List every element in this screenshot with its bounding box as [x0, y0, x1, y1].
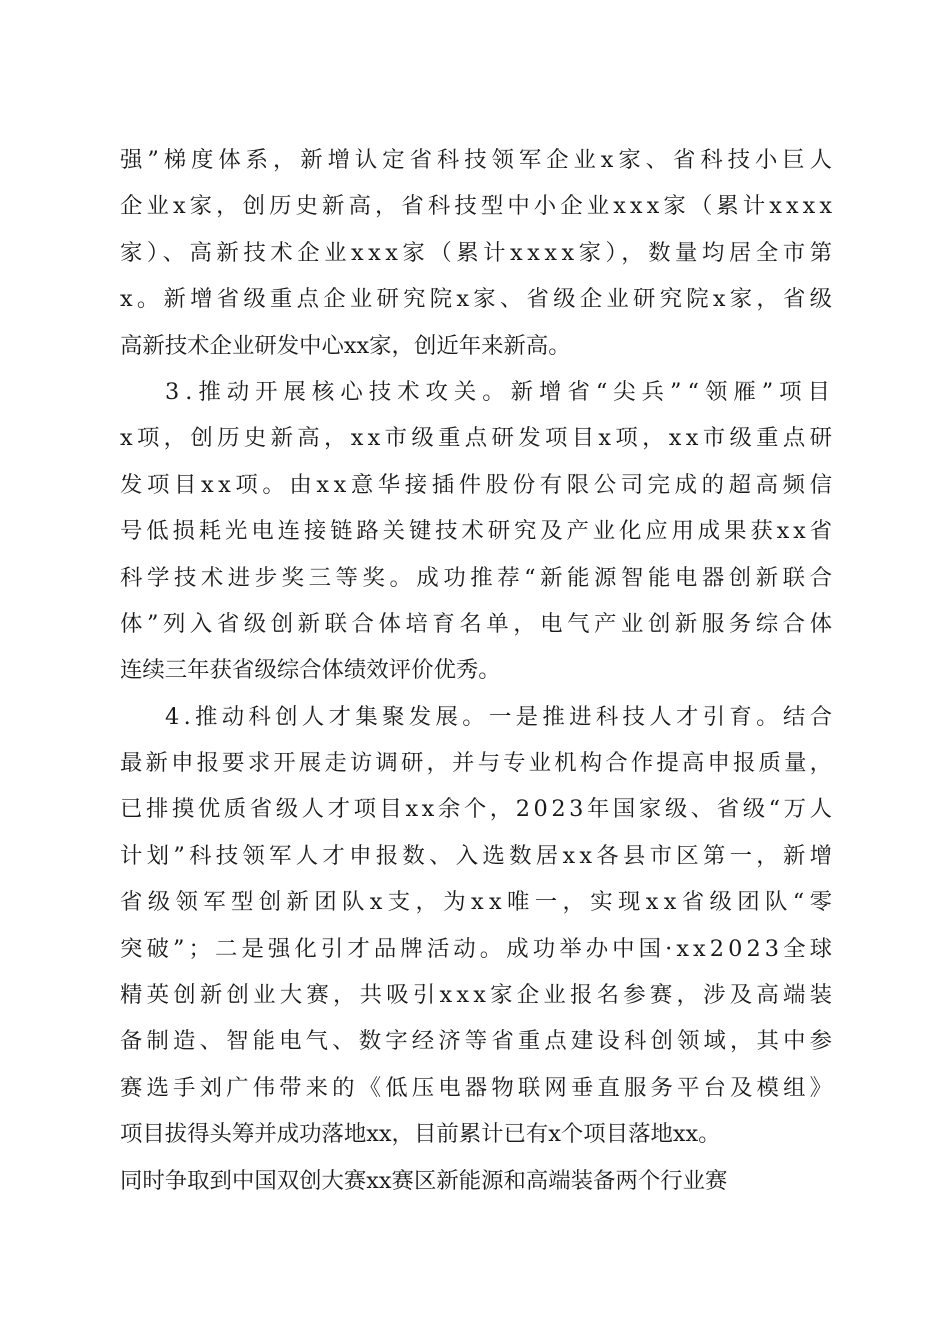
text-line: 突破”；二是强化引才品牌活动。成功举办中国·xx2023全球 — [120, 935, 837, 962]
paragraph-heading-3: 3.推动开展核心技术攻关。新增省“尖兵”“领雁”项目 — [165, 378, 836, 405]
text-line: 省级领军型创新团队x支，为xx唯一，实现xx省级团队“零 — [120, 889, 838, 916]
text-line: 赛选手刘广伟带来的《低压电器物联网垂直服务平台及模组》 — [120, 1074, 837, 1101]
text-line: x项，创历史新高，xx市级重点研发项目x项，xx市级重点研 — [120, 425, 837, 452]
text-line: 连续三年获省级综合体绩效评价优秀。 — [120, 657, 501, 684]
text-line: 计划”科技领军人才申报数、入选数居xx各县市区第一，新增 — [120, 842, 837, 869]
text-line: 项目拔得头筹并成功落地xx，目前累计已有x个项目落地xx。 — [120, 1121, 721, 1148]
text-line: 体”列入省级创新联合体培育名单，电气产业创新服务综合体 — [120, 610, 837, 637]
text-line: 科学技术进步奖三等奖。成功推荐“新能源智能电器创新联合 — [120, 564, 837, 591]
text-line: 最新申报要求开展走访调研，并与专业机构合作提高申报质量， — [120, 750, 836, 777]
text-line: 发项目xx项。由xx意华接插件股份有限公司完成的超高频信 — [120, 471, 837, 498]
text-line: 已排摸优质省级人才项目xx余个，2023年国家级、省级“万人 — [120, 796, 836, 823]
text-line: 备制造、智能电气、数字经济等省重点建设科创领域，其中参 — [120, 1028, 837, 1055]
text-line: 高新技术企业研发中心xx家，创近年来新高。 — [120, 332, 571, 359]
text-line: 精英创新创业大赛，共吸引xxx家企业报名参赛，涉及高端装 — [120, 982, 837, 1009]
paragraph-heading-4: 4.推动科创人才集聚发展。一是推进科技人才引育。结合 — [165, 703, 837, 730]
text-line: 号低损耗光电连接链路关键技术研究及产业化应用成果获xx省 — [120, 518, 836, 545]
text-line: 强”梯度体系，新增认定省科技领军企业x家、省科技小巨人 — [120, 147, 837, 173]
text-line: x。新增省级重点企业研究院x家、省级企业研究院x家，省级 — [120, 286, 837, 313]
text-line: 同时争取到中国双创大赛xx赛区新能源和高端装备两个行业赛 — [120, 1167, 728, 1194]
text-line: 企业x家，创历史新高，省科技型中小企业xxx家（累计xxxx — [120, 193, 837, 220]
body-text — [120, 137, 838, 1204]
text-line: 家）、高新技术企业xxx家（累计xxxx家），数量均居全市第 — [120, 239, 837, 266]
